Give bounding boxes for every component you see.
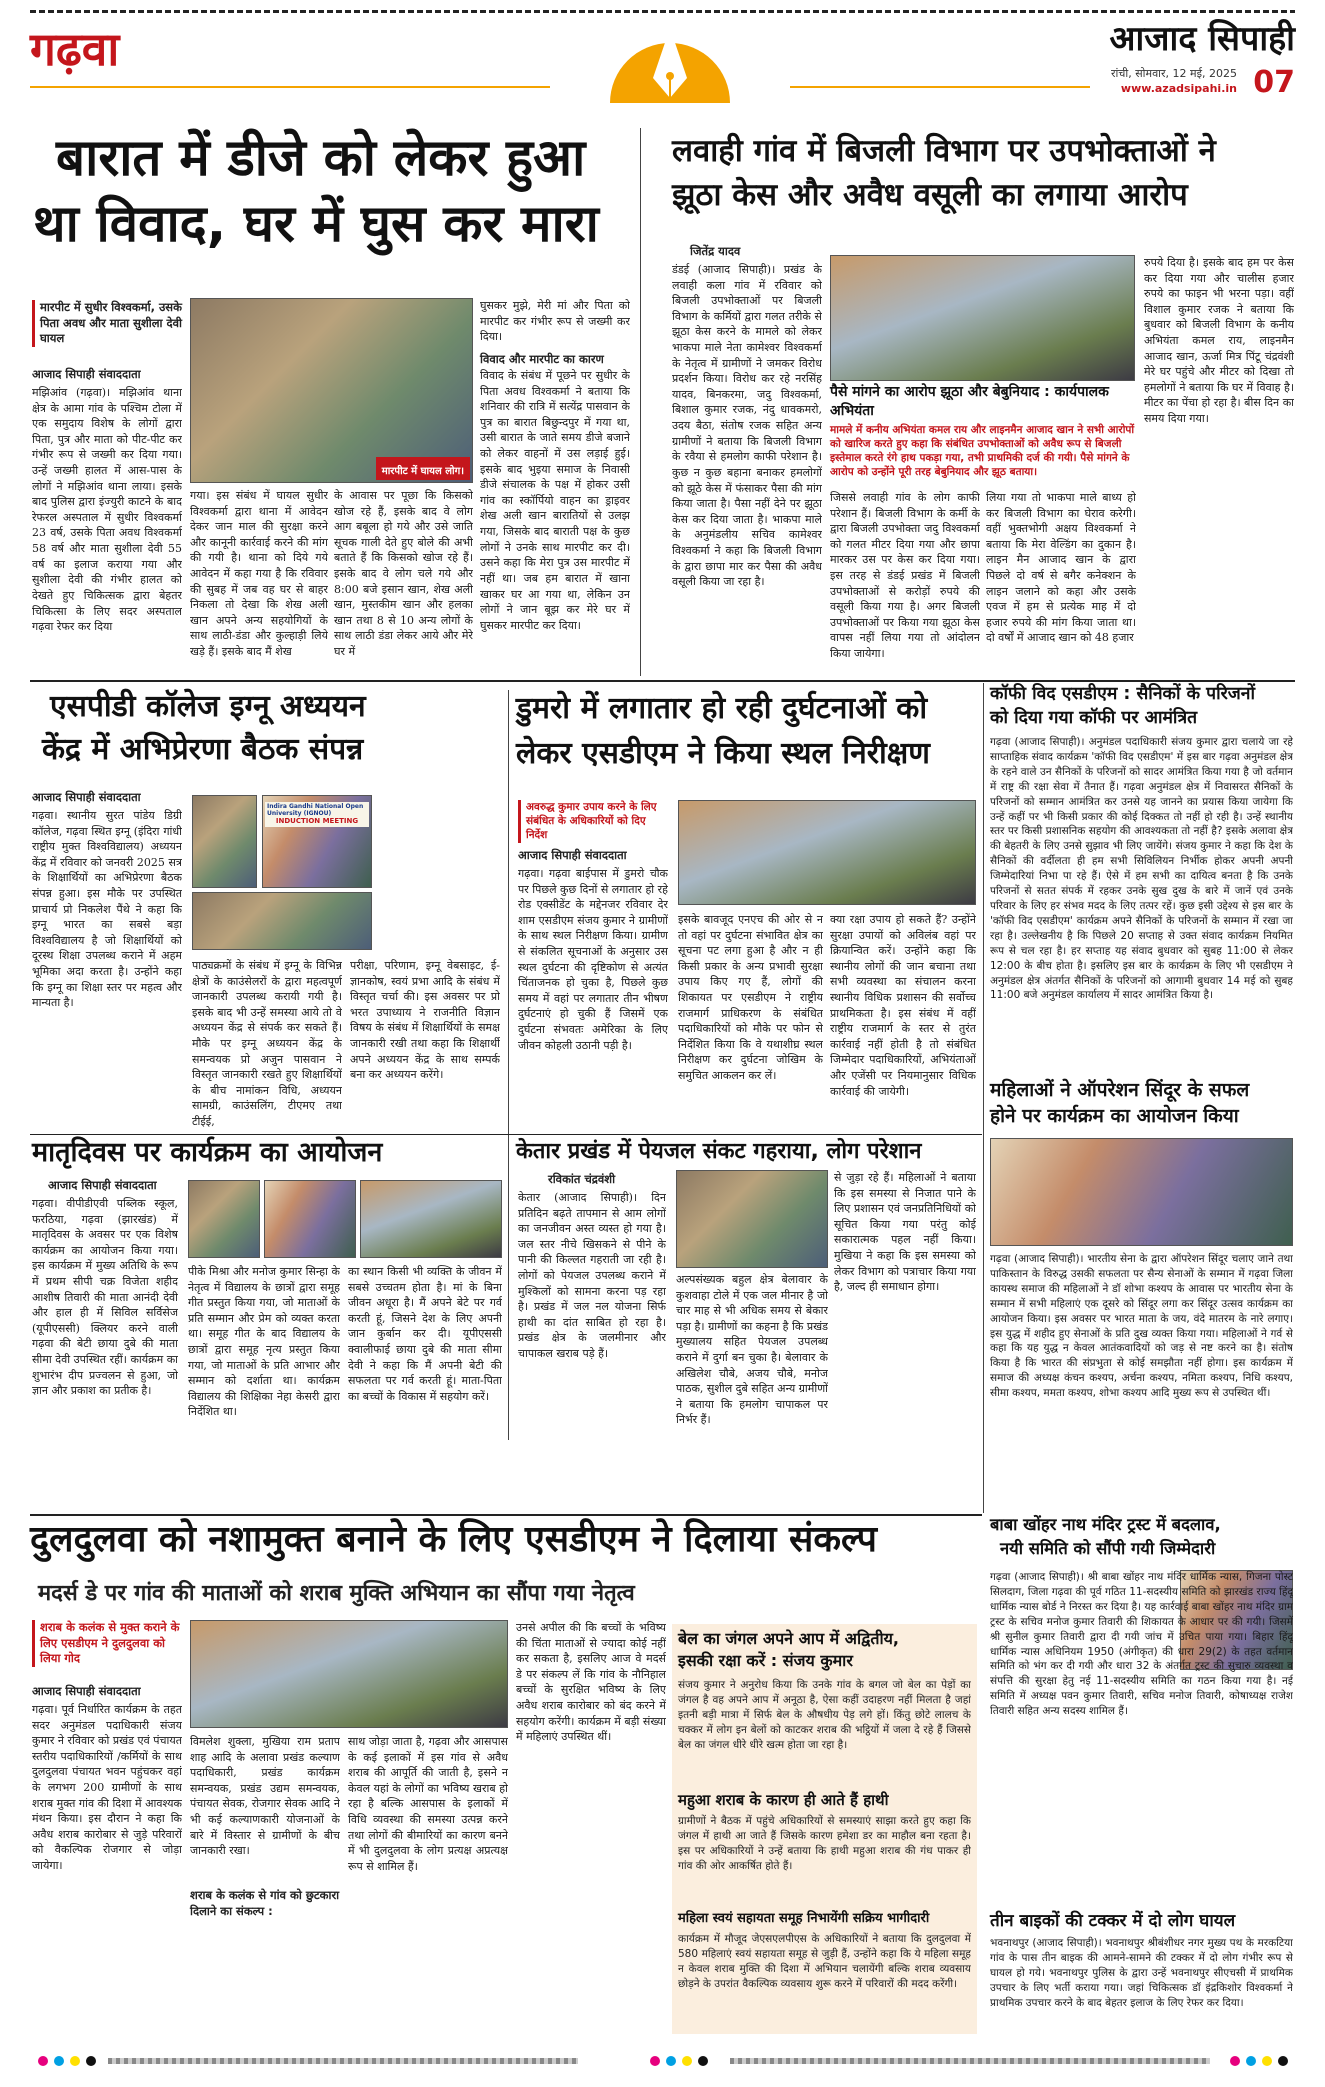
baraat-photo-caption: मारपीट में घायल लोग।: [381, 465, 464, 477]
paper-name: आजाद सिपाही: [1109, 19, 1295, 59]
col-divider-top: [640, 128, 641, 676]
section-rule: [30, 86, 550, 88]
baraat-photo: [190, 298, 473, 483]
lawahi-byline: जितेंद्र यादव: [690, 244, 741, 258]
matri-photo-2: [264, 1180, 356, 1258]
dulduluwa-photo: [190, 1620, 508, 1728]
ketar-body-3: से जुड़ा रहे हैं। महिलाओं ने बताया कि इस समस्या से निजात पाने के लिए प्रशासन एवं जनप्रतिनिधियों को सूचित किया गया परंतु कोई सकारात्मक पहल नहीं किया। मुखिया ने कहा कि इस समस्या को लेकर विभाग को पत्राचार किया गया है, जल्द ही समाधान होगा।: [834, 1171, 976, 1294]
accident-body: भवनाथपुर (आजाद सिपाही)। भवनाथपुर श्रीबंशीधर नगर मुख्य पथ के मरकटिया गांव के पास तीन बाइक की आमने-सामने की टक्कर में दो लोग गंभीर रूप से घायल हो गये। भवनाथपुर पुलिस के द्वारा उन्हें भवनाथपुर सीएचसी में प्राथमिक उपचार के लिए भर्ती कराया गया। जहां चिकित्सक डॉ इंद्रकिशोर विश्वकर्मा ने प्राथमिक उपचार करने के बाद बेहतर इलाज के लिए रेफर कर दिया।: [990, 1937, 1293, 2009]
page-number: 07: [1253, 65, 1295, 100]
coffee-body: गढ़वा (आजाद सिपाही)। अनुमंडल पदाधिकारी संजय कुमार द्वारा चलाये जा रहे साप्ताहिक संवाद कार्यक्रम 'कॉफी विद एसडीएम' में इस बार गढ़वा अनुमंडल क्षेत्र के रहने वाले उन सैनिकों के परिजनों को सादर आमंत्रित किया गया है जो वर्तमान में राष्ट्र की रक्षा सेवा में तैनात हैं। गढ़वा अनुमंडल क्षेत्र में निवासरत सैनिकों के परिजनों को सम्मान आमंत्रित कर उनसे यह जानने का प्रयास किया जायेगा कि उन्हें कहीं पर भी किसी प्रकार की कोई दिक्कत तो नहीं हो रही है। उन्हें स्थानीय स्तर पर किसी प्रशासनिक सहयोग की आवश्यकता तो नहीं है? इसके अलावा क्षेत्र की बेहतरी के लिए उनसे सुझाव भी लिए जायेंगे। संजय कुमार ने कहा कि देश के सैनिकों की वर्दीलता ही हम सभी सिविलियन निर्भीक होकर अपनी अपनी जिम्मेदारियां निभा पा रहे हैं। ऐसे में हम सभी का दायित्व बनता है कि उनके परिजनों से सतत संपर्क में रहकर उनके सुख दुख के बारे में जानें एवं उनके परिवार के लिए हर संभव मदद के लिए तत्पर रहें। कुछ इसी उद्देश्य से इस बार के 'कॉफी विद एसडीएम' कार्यक्रम अपने सैनिकों के परिजनों के सम्मान में रखा जा रहा है। उल्लेखनीय है कि पिछले 20 सप्ताह से उक्त संवाद कार्यक्रम नियमित रूप से चल रहा है। हर सप्ताह यह संवाद बुधवार को सुबह 11:00 से लेकर 12:00 के बीच होता है। इसलिए इस बार के कार्यक्रम के लिए भी एसडीएम ने अनुमंडल क्षेत्र अंतर्गत सैनिकों के परिजनों को आगामी बुधवार 14 मई को सुबह 11:00 बजे अनुमंडल कार्यालय में सादर आमंत्रित किया है।: [990, 736, 1293, 1002]
col-divider-mid: [508, 690, 509, 1440]
black-dot-3: [1278, 2056, 1288, 2066]
matri-body-2: पीके मिश्रा और मनोज कुमार सिन्हा के नेतृत्व में विद्यालय के छात्रों द्वारा समूह गीत प्रस्तुत किया गया, जो माताओं के प्रति सम्मान और प्रेम को व्यक्त करता था। समूह गीत के बाद विद्यालय के छात्रों द्वारा समूह नृत्य प्रस्तुत किया गया, जो माताओं के प्रति आभार और सम्मान को दर्शाता था। कार्यक्रम विद्यालय की शिक्षिका नेहा केसरी द्वारा निर्देशित था।: [188, 1265, 340, 1419]
spd-banner: [265, 802, 369, 827]
magenta-dot-2: [650, 2056, 660, 2066]
sindoor-body: गढ़वा (आजाद सिपाही)। भारतीय सेना के द्वारा ऑपरेशन सिंदूर चलाए जाने तथा पाकिस्तान के विरुद्ध उसकी सफलता पर सैन्य सेनाओं के सम्मान में गढ़वा जिला कायस्थ समाज की महिलाओं ने डॉ शोभा कश्यप के आवास पर भारतीय सेना के सम्मान में सभी महिलाएं एक दूसरे को सिंदूर लगा कर सिंदूर उत्सव कार्यक्रम का आयोजन किया। इस अवसर पर भारत माता के जय, वंदे मातरम के नारे लगाए। इस युद्ध में शहीद हुए सेनाओं के प्रति दुख व्यक्त किया गया। महिलाओं ने गर्व से कहा कि यह युद्ध न केवल आतंकवादियों को जड़ से नष्ट करने का है। संतोष किया है कि भारत की संप्रभुता से कोई समझौता नहीं होगा। इस कार्यक्रम में समाज की अध्यक्ष कंचन कश्यप, अर्चना कश्यप, नमिता कश्यप, निधि कश्यप, सीमा कश्यप, ममता कश्यप, शोभा कश्यप आदि मुख्य रूप से उपस्थित थीं।: [990, 1253, 1293, 1400]
yellow-dot: [70, 2056, 80, 2066]
baraat-byline: आजाद सिपाही संवाददाता: [32, 367, 141, 381]
lawahi-body-4: रुपये दिया है। इसके बाद हम पर केस कर दिया गया और चालीस हजार रुपये का फाइन भी भरना पड़ा। वहीं विशाल कुमार रजक ने बताया कि बुधवार को बिजली विभाग के कनीय अभियंता कमल राय, लाइनमैन आजाद खान, ऊर्जा मित्र पिंटू चंद्रवंशी मेरे घर पहुंचे और मीटर को दिखा तो हमलोगों ने बताया कि घर में विवाह है। मीटर का पेंचा हो रहा है। बीस दिन का समय दिया गया।: [1144, 256, 1294, 426]
pen-nib-logo: [605, 18, 735, 108]
dumro-body-2: इसके बावजूद एनएच की ओर से न तो वहां पर दुर्घटना संभावित क्षेत्र का सूचना पट लगा हुआ है और न ही किसी प्रकार के अन्य प्रभावी सुरक्षा उपाय किए गए हैं, लोगों की शिकायत पर एसडीएम ने राष्ट्रीय राजमार्ग प्राधिकरण के संबंधित पदाधिकारियों को मौके पर फोन से निर्देशित किया कि वे यथाशीघ्र स्थल निरीक्षण कर दुर्घटना जोखिम के समुचित आकलन कर लें।: [678, 913, 823, 1083]
spd-banner-line-2: INDUCTION MEETING: [275, 817, 359, 826]
headline-sindoor-2: होने पर कार्यक्रम का आयोजन किया: [990, 1105, 1239, 1127]
lawahi-photo-box: [830, 383, 1135, 483]
dulduluwa-sub-1: शराब के कलंक से गांव को छुटकारा दिलाने का संकल्प :: [190, 1888, 340, 1918]
headline-lawahi-1: लवाही गांव में बिजली विभाग पर उपभोक्ताओं ने: [672, 133, 1216, 169]
baraat-quote: मारपीट में सुधीर विश्वकर्मा, उसके पिता अवध और माता सुशीला देवी घायल: [32, 300, 182, 347]
dulduluwa-quote: शराब के कलंक से मुक्त कराने के लिए एसडीएम ने दुलदुलवा को लिया गोद: [32, 1620, 182, 1667]
cyan-dot-3: [1246, 2056, 1256, 2066]
matri-body-3: का स्थान किसी भी व्यक्ति के जीवन में सबसे उच्चतम होता है। मां के बिना जीवन अधूरा है। मैं अपने बेटे पर गर्व करती हूं, जिसने देश के लिए अपनी जान कुर्बान कर दी। यूपीएससी क्वालीफाई छाया दुबे की माता सीमा देवी ने कहा कि मैं अपनी बेटी की सफलता पर गर्व करती हूं। माता-पिता का बच्चों के विकास में सहयोग करें।: [348, 1265, 502, 1403]
spd-body-3: परीक्षा, परिणाम, इग्नू वेबसाइट, ई-ज्ञानकोष, स्वयं प्रभा आदि के संबंध में विस्तृत चर्चा की। इस अवसर पर प्रो भरत उपाध्याय ने राजनीति विज्ञान विषय के संबंध में शिक्षार्थियों के समक्ष जानकारी रखी तथा कहा कि शिक्षार्थी अपने अध्ययन केंद्र के साथ सम्पर्क बना कर अध्ययन करेंगे।: [350, 959, 500, 1082]
col-divider-right: [983, 683, 984, 1513]
dulduluwa-body-2: विमलेश शुक्ला, मुखिया राम प्रताप शाह आदि के अलावा प्रखंड कल्याण पदाधिकारी, प्रखंड कार्यक्रम समन्वयक, प्रखंड उद्यम समन्वयक, पंचायत सेवक, रोजगार सेवक आदि ने भी कई कल्याणकारी योजनाओं के बारे में विस्तार से ग्रामीणों के बीच जानकारी रखा।: [190, 1735, 340, 1858]
dumro-byline: आजाद सिपाही संवाददाता: [518, 848, 627, 862]
headline-sindoor-1: महिलाओं ने ऑपरेशन सिंदूर के सफल: [990, 1079, 1250, 1101]
bela-sub: महुआ शराब के कारण ही आते हैं हाथी: [678, 1791, 889, 1809]
ketar-body-1: केतार (आजाद सिपाही)। दिन प्रतिदिन बढ़ते तापमान से आम लोगों का जनजीवन अस्त व्यस्त हो गया है। जल स्तर नीचे खिसकने से पीने के पानी की किल्लत गहराती जा रही है। लोगों को पेयजल उपलब्ध कराने में मुश्किलों को सामना करना पड़ रहा है। प्रखंड में जल नल योजना सिर्फ हाथी का दांत साबित हो रहा है। प्रखंड क्षेत्र के जलमीनार और चापाकल खराब पड़े हैं।: [518, 1191, 666, 1361]
headline-baba-1: बाबा खोंहर नाथ मंदिर ट्रस्ट में बदलाव,: [990, 1515, 1221, 1534]
lawahi-body-2: जिससे लवाही गांव के लोग काफी परेशान हैं। बिजली विभाग के कर्मी के द्वारा बिजली उपभोक्ता जदु विश्वकर्मा को गलत मीटर दिया गया और छापा मारकर उस पर केस कर दिया गया। इस तरह से डंडई प्रखंड में बिजली उपभोक्ताओं से करोड़ों रुपये की वसूली किया गया है। अगर बिजली उपभोक्ताओं पर किया गया झूठा केस वापस नहीं लिया गया तो आंदोलन किया जायेगा।: [830, 491, 980, 661]
spd-photo-1: [192, 795, 257, 888]
matri-byline: आजाद सिपाही संवाददाता: [48, 1178, 157, 1192]
dumro-quote: अवरुद्ध कुमार उपाय करने के लिए संबंधित के अधिकारियों को दिए निर्देश: [518, 800, 668, 843]
headline-spd-2: केंद्र में अभिप्रेरणा बैठक संपन्न: [42, 732, 364, 767]
footer-bar-left: [108, 2058, 578, 2064]
cyan-dot: [54, 2056, 64, 2066]
magenta-dot: [38, 2056, 48, 2066]
dulduluwa-byline: आजाद सिपाही संवाददाता: [32, 1684, 141, 1698]
dulduluwa-body-4: उनसे अपील की कि बच्चों के भविष्य की चिंता माताओं से ज्यादा कोई नहीं कर सकता है, इसलिए आज वे मदर्स डे पर संकल्प लें कि गांव के नौनिहाल बच्चों के सुरक्षित भविष्य के लिए अवैध शराब कारोबार को बंद करने में सहयोग करेंगी। कार्यक्रम में बड़ी संख्या में महिलाएं उपस्थित थीं।: [516, 1621, 666, 1744]
headline-lawahi-2: झूठा केस और अवैध वसूली का लगाया आरोप: [672, 177, 1188, 213]
dulduluwa-body-1: गढ़वा। पूर्व निर्धारित कार्यक्रम के तहत सदर अनुमंडल पदाधिकारी संजय कुमार ने रविवार को प्रखंड एवं पंचायत स्तरीय पदाधिकारियों /कर्मियों के साथ दुलदुलवा पंचायत भवन पहुंचकर वहां के लगभग 200 ग्रामीणों के साथ शराब मुक्त गांव की दिशा में आवश्यक मंथन किया। इस दौरान ने कहा कि अवैध शराब कारोबार से जुड़े परिवारों को वैकल्पिक रोजगार से जोड़ा जायेगा।: [32, 1703, 182, 1873]
baraat-body-1: मझिआंव (गढ़वा)। मझिआंव थाना क्षेत्र के आमा गांव के पश्चिम टोला में एक समुदाय विशेष के लोगों द्वारा पिता, पुत्र और माता को पीट-पीट कर गंभीर रूप से जख्मी कर दिया गया। उन्हें जख्मी हालत में आस-पास के लोगों ने मझिआंव थाना लाया। इसके बाद पुलिस द्वारा इंज्युरी काटने के बाद रेफरल अस्पताल में सुधीर विश्वकर्मा 23 वर्ष, उसके पिता अवध विश्वकर्मा 58 वर्ष और माता सुशीला देवी 55 वर्ष का इलाज कराया गया और सुशीला देवी की गंभीर हालत को देखते हुए चिकित्सक द्वारा बेहतर चिकित्सा के लिए सदर अस्पताल गढ़वा रेफर कर दिया: [32, 386, 182, 634]
section-divider-1: [30, 680, 1295, 682]
baraat-photo-caption-box: [376, 457, 470, 481]
headline-baba-2: नयी समिति को सौंपी गयी जिम्मेदारी: [1000, 1539, 1216, 1558]
dumro-photo: [678, 800, 976, 905]
bela-sub-2: महिला स्वयं सहायता समूह निभायेंगी सक्रिय भागीदारी: [678, 1911, 930, 1926]
ketar-byline: रविकांत चंद्रवंशी: [548, 1172, 616, 1186]
section-rule-right: [790, 86, 1090, 88]
masthead: [30, 10, 1295, 118]
matri-photo-1: [188, 1180, 260, 1258]
section-divider-2: [30, 1134, 982, 1135]
black-dot: [86, 2056, 96, 2066]
headline-bela-1: बेल का जंगल अपने आप में अद्वितीय,: [678, 1629, 899, 1648]
lawahi-body-1: डंडई (आजाद सिपाही)। प्रखंड के लवाही कला गांव में रविवार को बिजली उपभोक्ताओं पर बिजली विभाग के कर्मियों द्वारा गलत तरीके से झूठा केस करने के मामले को लेकर भाकपा माले नेता कामेश्वर विश्वकर्मा के नेतृत्व में ग्रामीणों ने जमकर विरोध प्रदर्शन किया। विरोध कर रहे नरसिंह यादव, बिनकरमा, जदु विश्वकर्मा, बिशाल कुमार रजक, नंदु धावकमरो, उदय बैठा, संतोष रजक सहित अन्य ग्रामीणों ने बताया कि बिजली विभाग के रवैया से हमलोग काफी परेशान है। कुछ न कुछ बहाना बनाकर हमलोगों को झूठे केस में फंसाकर पैसा की मांग किया जाता है। पैसा नहीं देने पर झूठा केस कर दिया जाता है। भाकपा माले के अनुमंडलीय सचिव कामेश्वर विश्वकर्मा ने कहा कि बिजली विभाग के द्वारा छापा मार कर पैसा की अवैध वसूली किया जा रहा है।: [672, 263, 822, 589]
headline-spd-1: एसपीडी कॉलेज इग्नू अध्ययन: [50, 689, 366, 724]
spd-photo-3: [192, 892, 372, 950]
masthead-top-rule: [30, 10, 1295, 13]
baraat-body-3: के आवास पर पूछा कि किसको खोज रहे हैं, इसके बाद वे लोग आग बबूला हो गये और उसे जाति सूचक गाली देते हुए बोले की अभी बताते हैं कि किसको खोज रहे हैं। इसके बाद वे लोग चले गये और 8:00 बजे इसान खान, शेख अली खान, मुस्तकीम खान और हलका खान तथा 8 से 10 अन्य लोगों के साथ लाठी डंडा लेकर आये और मेरे घर में: [334, 489, 473, 659]
baraat-sub-1: विवाद और मारपीट का कारण: [480, 352, 604, 366]
cyan-dot-2: [666, 2056, 676, 2066]
headline-dulduluwa: दुलदुलवा को नशामुक्त बनाने के लिए एसडीएम ने दिलाया संकल्प: [30, 1519, 877, 1560]
black-dot-2: [698, 2056, 708, 2066]
headline-dumro-2: लेकर एसडीएम ने किया स्थल निरीक्षण: [516, 736, 930, 771]
section-divider-3: [30, 1514, 982, 1516]
bela-body-2: ग्रामीणों ने बैठक में पहुंचे अधिकारियों से समस्याएं साझा करते हुए कहा कि जंगल में हाथी आ जाते हैं जिसके कारण हमेशा डर का माहौल बना रहता है। इस पर अधिकारियों ने उन्हें बताया कि हाथी महुआ शराब की गंध पाकर ही गांव की ओर आकर्षित होते हैं।: [678, 1815, 971, 1872]
dumro-body-1: गढ़वा। गढ़वा बाईपास में डुमरो चौक पर पिछले कुछ दिनों से लगातार हो रहे रोड एक्सीडेंट के मद्देनजर रविवार देर शाम एसडीएम संजय कुमार ने ग्रामीणों के साथ स्थल निरीक्षण किया। ग्रामीण से संकलित सूचनाओं के अनुसार उस स्थल दुर्घटना की दृष्टिकोण से अत्यंत चिंताजनक हो चुका है, पिछले कुछ समय में वहां पर लगातार तीन भीषण दुर्घटनाएं हो चुकी हैं जिसमें एक दुर्घटना संभवतः अमेरिका के लिए जीवन कोहली उठानी पड़ी है।: [518, 867, 668, 1052]
headline-coffee-2: को दिया गया कॉफी पर आमंत्रित: [990, 708, 1198, 728]
website: www.azadsipahi.in: [1120, 82, 1237, 95]
lawahi-photo-text: मामले में कनीय अभियंता कमल राय और लाइनमैन आजाद खान ने सभी आरोपों को खारिज करते हुए कहा कि संबंधित उपभोक्ताओं को अवैध रूप से बिजली इस्तेमाल करते रंगे हाथ पकड़ा गया, तभी प्राथमिकी दर्ज की गयी। पैसे मांगने के आरोप को उन्होंने पूरी तरह बेबुनियाद और झूठ बताया।: [830, 423, 1135, 479]
ketar-photo: [676, 1170, 828, 1268]
lawahi-body-3: लिया गया तो भाकपा माले बाध्य हो कर बिजली विभाग का घेराव करेगी। वहीं भुक्तभोगी अक्षय विश्वकर्मा ने बताया कि मेरा वेल्डिंग का दुकान है। लाइन मैन आजाद खान के द्वारा पिछले दो वर्ष से बगैर कनेक्शन के लाइन जलाने को कहा और उसके एवज में हम से प्रत्येक माह में दो हजार रुपये की मांग किया जाता था। दो वर्षों में आजाद खान को 48 हजार: [986, 491, 1136, 645]
bela-body-3: कार्यक्रम में मौजूद जेएसएलपीएस के अधिकारियों ने बताया कि दुलदुलवा में 580 महिलाएं स्वयं सहायता समूह से जुड़ी हैं, उन्होंने कहा कि ये महिला समूह न केवल शराब मुक्ति की दिशा में अभियान चलायेंगी बल्कि शराब व्यवसाय छोड़ने के उपरांत वैकल्पिक व्यवसाय शुरू करने में परिवारों की मदद करेंगी।: [678, 1933, 971, 1990]
dulduluwa-body-3: साथ जोड़ा जाता है, गढ़वा और आसपास के कई इलाकों में इस गांव से अवैध शराब की आपूर्ति की जाती है, इसने न केवल यहां के लोगों का भविष्य खराब हो रहा है बल्कि आसपास के इलाकों में विधि व्यवस्था की समस्या उत्पन्न करने तथा लोगों की बीमारियों का कारण बनने में भी दुलदुलवा के लोग प्रत्यक्ष अप्रत्यक्ष रूप से शामिल हैं।: [348, 1735, 508, 1873]
dateline: रांची, सोमवार, 12 मई, 2025: [1111, 67, 1237, 80]
matri-photo-3: [360, 1180, 502, 1258]
headline-baraat-2: था विवाद, घर में घुस कर मारा: [33, 195, 599, 254]
spd-body-2: पाठ्यक्रमों के संबंध में इग्नू के विभिन्न क्षेत्रों के काउंसेलरों के द्वारा महत्वपूर्ण जानकारी उपलब्ध करायी गयी है। इसके बाद भी उन्हें समस्या आये तो वे अध्ययन केंद्र से संपर्क कर सकते हैं। मौके पर इग्नू अध्ययन केंद्र के समन्वयक प्रो अजुन पासवान ने विस्तृत जानकारी रखते हुए शिक्षार्थियों के बीच नामांकन विधि, अध्ययन सामग्री, काउंसलिंग, टीएमए तथा टीईई,: [192, 959, 342, 1129]
lawahi-photo-caption: पैसे मांगने का आरोप झूठा और बेबुनियाद : कार्यपालक अभियंता: [830, 384, 1109, 419]
subheadline-dulduluwa: मदर्स डे पर गांव की माताओं को शराब मुक्ति अभियान का सौंपा गया नेतृत्व: [38, 1581, 635, 1606]
baraat-body-5: विवाद के संबंध में पूछने पर सुधीर के पिता अवध विश्वकर्मा ने बताया कि शनिवार की रात्रि में सत्येंद्र पासवान के पुत्र का बारात बिछुन्दपुर में गया था, उसी बारात के जाते समय डीजे बजाने को लेकर वाहनों में उस लड़ाई हुई। इसके बाद भुइया समाज के निवासी डीजे संचालक के पक्ष में होकर उसी गांव का स्कॉर्पियो वाहन का ड्राइवर शेख अली खान बारातियों से उलझ गया, जिसके बाद बाराती पक्ष के कुछ लोगों ने उनके साथ मारपीट कर दी। उसने कहा कि मेरा पुत्र उस मारपीट में नहीं था। जब हम बारात में खाना खाकर घर आ गया था, लेकिन उन लोगों ने जान बूझ कर मेरे घर में घुसकर मारपीट कर दिया।: [480, 369, 630, 632]
baba-body: गढ़वा (आजाद सिपाही)। श्री बाबा खोंहर नाथ मंदिर धार्मिक न्यास, गिजना पोस्ट सिलदाग, जिला गढ़वा की पूर्व गठित 11-सदस्यीय समिति को झारखंड राज्य हिंदू धार्मिक न्यास बोर्ड ने निरस्त कर दिया है। यह कार्रवाई बाबा खोंहर नाथ मंदिर ग्राम ट्रस्ट के सचिव मनोज कुमार तिवारी की शिकायत के आधार पर की गयी। जिसमें श्री सुनील कुमार तिवारी द्वारा दी गयी जांच में उचित पाया गया। बिहार हिंदू धार्मिक न्यास अधिनियम 1950 (अंगीकृत) की धारा 29(2) के तहत वर्तमान समिति को भंग कर दी गयी और धारा 32 के अंतर्गत ट्रस्ट की सुचारु व्यवस्था व संपत्ति की सुरक्षा हेतु नई 11-सदस्यीय समिति का गठन किया गया है। नई समिति में अध्यक्ष पवन कुमार तिवारी, सचिव मनोज तिवारी, कोषाध्यक्ष राजेश तिवारी सहित अन्य सदस्य शामिल हैं।: [990, 1571, 1293, 1718]
headline-matri: मातृदिवस पर कार्यक्रम का आयोजन: [32, 1137, 383, 1168]
headline-bela-2: इसकी रक्षा करें : संजय कुमार: [678, 1651, 853, 1670]
headline-dumro-1: डुमरो में लगातार हो रही दुर्घटनाओं को: [516, 691, 928, 726]
headline-baraat-1: बारात में डीजे को लेकर हुआ: [56, 129, 586, 188]
bela-body: संजय कुमार ने अनुरोध किया कि उनके गांव के बगल जो बेल का पेड़ों का जंगल है वह अपने आप में अनूठा है, ऐसा कहीं उदाहरण नहीं मिलता है जहां इतनी बड़ी मात्रा में सिर्फ बेल के औषधीय पेड़ लगे हों। किंतु छोटे लालच के चक्कर में लोग इन बेलों को काटकर शराब की भट्ठियों में जला दे रहे हैं जिससे बेल का जंगल धीरे धीरे खत्म होता जा रहा है।: [678, 1679, 971, 1751]
spd-photo-2: [262, 795, 372, 888]
dumro-body-3: क्या रक्षा उपाय हो सकते हैं? उन्होंने सुरक्षा उपायों को अविलंब वहां पर क्रियान्वित करें। उन्होंने कहा कि स्थानीय लोगों की जान बचाना तथा सभी व्यवस्था का संचालन करना स्थानीय विधिक प्रशासन की सर्वोच्च प्राथमिकता है। इस संबंध में वहीं राष्ट्रीय राजमार्ग के स्तर से तुरंत कार्रवाई नहीं होती है तो संबंधित जिम्मेदार पदाधिकारियों, अभियंताओं और एजेंसी पर नियमानुसार विधिक कार्रवाई की जायेगी।: [830, 913, 976, 1098]
magenta-dot-3: [1230, 2056, 1240, 2066]
footer-registration-bar: [30, 2052, 1295, 2070]
yellow-dot-2: [682, 2056, 692, 2066]
footer-bar-right: [730, 2058, 1210, 2064]
baraat-body-2: गया। इस संबंध में घायल सुधीर विश्वकर्मा द्वारा थाना में आवेदन देकर जान माल की सुरक्षा करने और कानूनी कार्रवाई करने की मांग की गयी है। थाना को दिये गये आवेदन में कहा गया है कि रविवार की सुबह में जब वह घर से बाहर निकला तो देखा कि शेख अली खान अपने अन्य सहयोगियों के साथ लाठी-डंडा और कुल्हाड़ी लिये खड़े हैं। इसके बाद मैं शेख: [190, 489, 328, 659]
yellow-dot-3: [1262, 2056, 1272, 2066]
lawahi-photo: [830, 255, 1135, 381]
headline-ketar: केतार प्रखंड में पेयजल संकट गहराया, लोग परेशान: [516, 1139, 922, 1164]
headline-coffee-1: कॉफी विद एसडीएम : सैनिकों के परिजनों: [990, 684, 1255, 704]
sindoor-photo: [990, 1138, 1293, 1246]
matri-body-1: गढ़वा। वीपीडीएवी पब्लिक स्कूल, फरठिया, गढ़वा (झारखंड) में मातृदिवस के अवसर पर एक विशेष कार्यक्रम का आयोजन किया गया। इस कार्यक्रम में मुख्य अतिथि के रूप में प्रथम सीपी चक्र विजेता शहीद आशीष तिवारी की माता आनंदी देवी और हाल ही में सिविल सर्विसेज (यूपीएससी) क्लियर करने वाली गढ़वा की बेटी छाया दुबे की माता सीमा देवी उपस्थित रहीं। कार्यक्रम का शुभारंभ दीप प्रज्वलन से हुआ, जो ज्ञान और प्रकाश का प्रतीक है।: [32, 1197, 178, 1398]
ketar-body-2: अल्पसंख्यक बहुल क्षेत्र बेलावार के कुशवाहा टोले में एक जल मीनार है जो चार माह से भी अधिक समय से बेकार पड़ा है। ग्रामीणों का कहना है कि प्रखंड मुख्यालय सहित पेयजल उपलब्ध कराने में दुर्गा बन चुका है। बेलावार के अखिलेश चौबे, अजय चौबे, मनोज पाठक, सुशील दुबे सहित अन्य ग्रामीणों ने बताया कि हमलोग चापाकल पर निर्भर हैं।: [676, 1273, 828, 1427]
spd-byline: आजाद सिपाही संवाददाता: [32, 790, 141, 804]
spd-body-1: गढ़वा। स्थानीय सुरत पांडेय डिग्री कॉलेज, गढ़वा स्थित इग्नू (इंदिरा गांधी राष्ट्रीय मुक्त विश्वविद्यालय) अध्ययन केंद्र में रविवार को जनवरी 2025 सत्र के शिक्षार्थियों का अभिप्रेरणा बैठक संपन्न हुआ। इस मौके पर उपस्थित प्राचार्य प्रो निकलेश पैंथे ने कहा कि इग्नू भारत का सबसे बड़ा विश्वविद्यालय है जो शिक्षार्थियों को दूरस्थ शिक्षा उपलब्ध कराने में अहम भूमिका अदा करता है। उन्होंने कहा कि इग्नू का शिक्षा स्तर पर महत्व और मान्यता है।: [32, 809, 182, 1010]
spd-banner-line-1: Indira Gandhi National Open University (IGNOU): [267, 803, 364, 817]
section-title: गढ़वा: [30, 22, 120, 76]
headline-accident: तीन बाइकों की टक्कर में दो लोग घायल: [990, 1911, 1236, 1931]
baraat-body-4: घुसकर मुझे, मेरी मां और पिता को मारपीट कर गंभीर रूप से जख्मी कर दिया।: [480, 299, 630, 344]
